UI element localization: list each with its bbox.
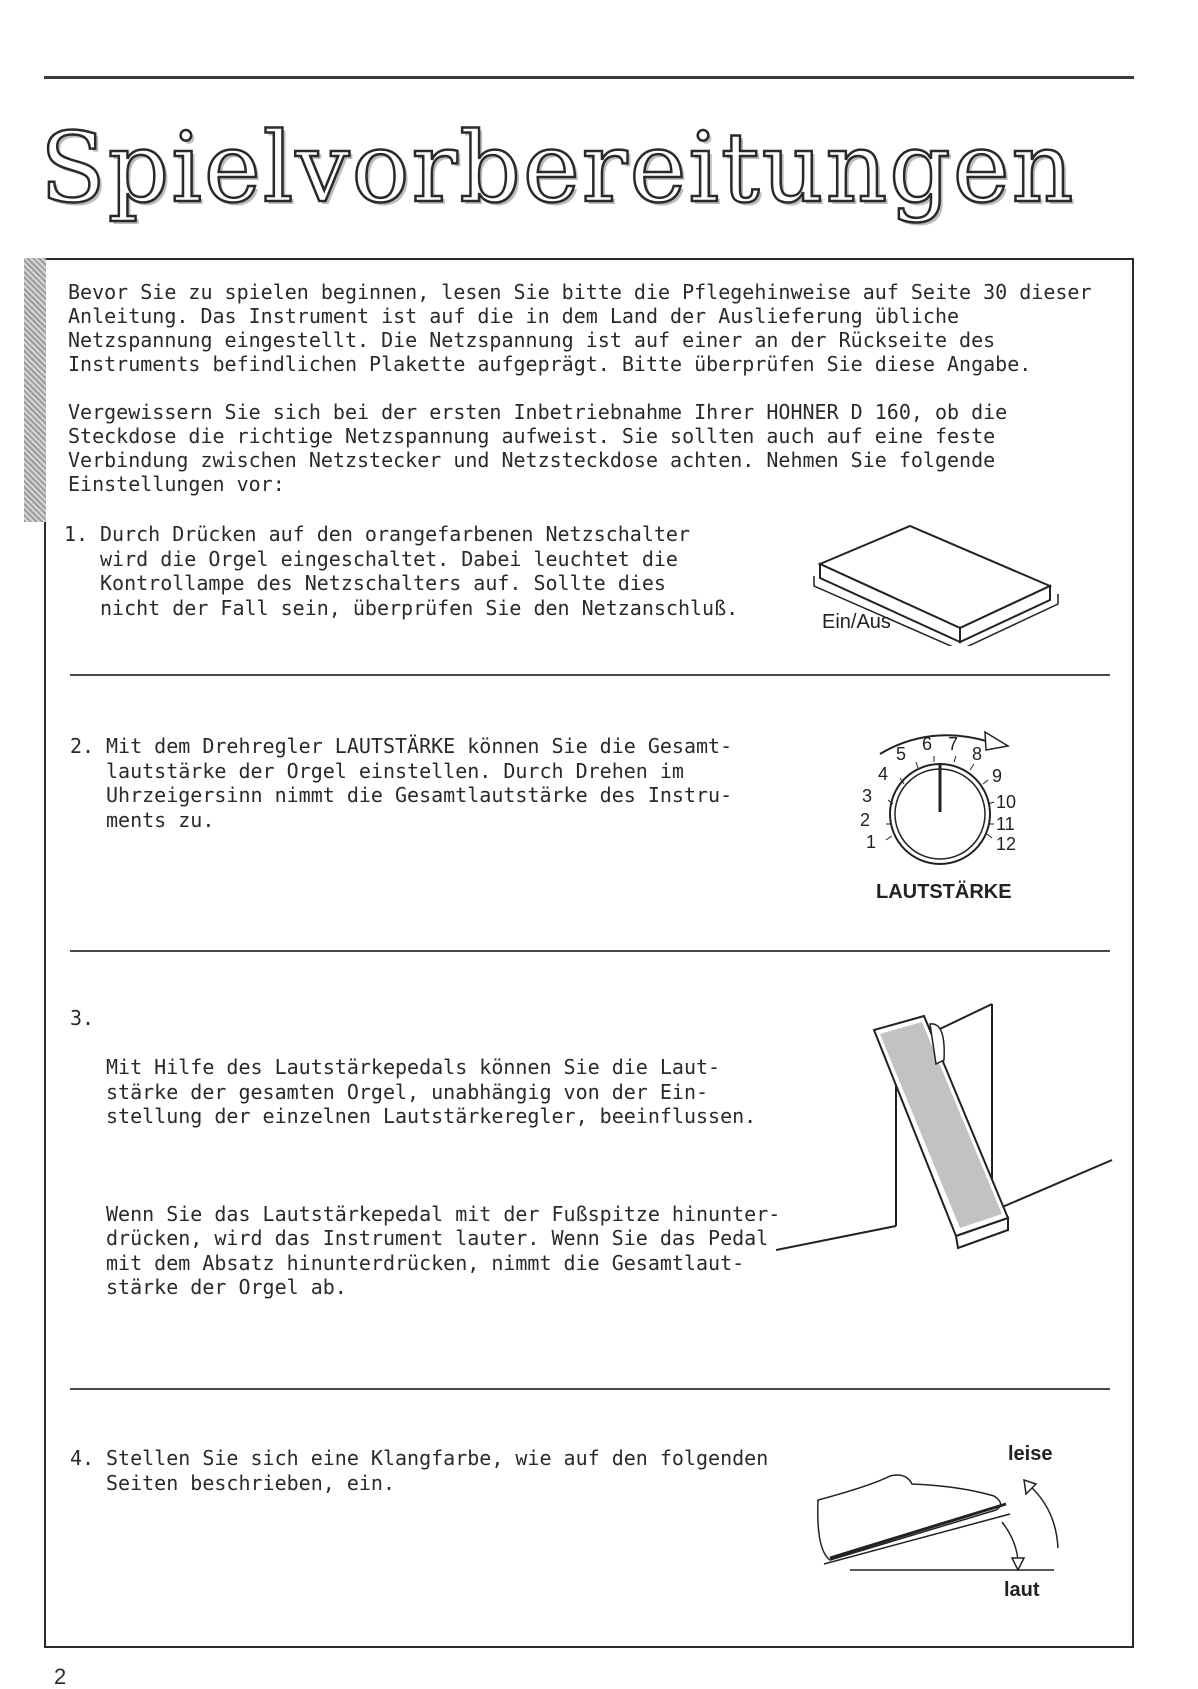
- step-text: Mit Hilfe des Lautstärkepedals können Sie die Laut- stärke der gesamten Orgel, unabhängig von der Ein- stellung der einzelnen Lautstärkeregler, beeinflussen.: [106, 1055, 757, 1128]
- page-number: 2: [54, 1664, 67, 1689]
- intro-paragraph-1: Bevor Sie zu spielen beginnen, lesen Sie bitte die Pflegehinweise auf Seite 30 dieser Anleitung. Das Instrument ist auf die in dem Land der Auslieferung übliche Netzspannung eingestellt. Die Netzspannung ist auf einer an der Rückseite des Instruments befindlichen Plakette aufgeprägt. Bitte überprüfen Sie diese Angabe.: [68, 280, 1092, 376]
- dial-tick-5: 5: [896, 744, 907, 764]
- dial-tick-11: 11: [996, 814, 1015, 834]
- power-switch-illustration: [810, 516, 1070, 646]
- dial-tick-7: 7: [948, 734, 959, 754]
- step-number: 3.: [70, 1006, 95, 1030]
- step-3: [70, 1006, 780, 1373]
- step-text: Mit dem Drehregler LAUTSTÄRKE können Sie die Gesamt- lautstärke der Orgel einstellen. Durch Drehen im Uhrzeigersinn nimmt die Gesamtlautstärke des Instru- ments zu.: [106, 734, 733, 832]
- page-title: Spielvorbereitungen: [40, 112, 1076, 224]
- step-number: 2.: [70, 734, 95, 758]
- loud-label: laut: [1004, 1579, 1040, 1600]
- separator-1: [70, 674, 1110, 676]
- step-text-2: Wenn Sie das Lautstärkepedal mit der Fußspitze hinunter- drücken, wird das Instrument lauter. Wenn Sie das Pedal mit dem Absatz hinunterdrücken, nimmt die Gesamtlaut- stärke der Orgel ab.: [106, 1201, 781, 1299]
- dial-tick-8: 8: [972, 744, 983, 764]
- arrow-up-icon: [1024, 1480, 1036, 1494]
- expression-pedal-illustration: [776, 1000, 1116, 1270]
- dial-tick-2: 2: [860, 810, 871, 830]
- arrow-down-icon: [1012, 1558, 1024, 1570]
- dial-tick-9: 9: [992, 766, 1003, 786]
- soft-label: leise: [1008, 1443, 1053, 1465]
- side-marker: [24, 258, 46, 522]
- separator-2: [70, 950, 1110, 952]
- step-2: [70, 734, 732, 832]
- volume-dial-label: LAUTSTÄRKE: [876, 881, 1012, 903]
- top-rule: [44, 76, 1134, 79]
- dial-tick-4: 4: [878, 764, 889, 784]
- intro: [68, 280, 1108, 520]
- intro-paragraph-2: Vergewissern Sie sich bei der ersten Inbetriebnahme Ihrer HOHNER D 160, ob die Steckdose die richtige Netzspannung aufweist. Sie sollten auch auf eine feste Verbindung zwischen Netzstecker und Netzsteckdose achten. Nehmen Sie folgende Einstellungen vor:: [68, 400, 1008, 496]
- separator-3: [70, 1388, 1110, 1390]
- step-number: 4.: [70, 1446, 95, 1470]
- step-number: 1.: [64, 522, 89, 546]
- power-switch-label: Ein/Aus: [822, 611, 891, 633]
- dial-tick-3: 3: [862, 786, 873, 806]
- dial-tick-1: 1: [866, 832, 877, 852]
- foot-pedal-illustration: [810, 1440, 1090, 1600]
- step-4: [70, 1446, 768, 1495]
- dial-tick-10: 10: [996, 792, 1017, 812]
- arrow-icon: [985, 732, 1008, 750]
- step-text: Stellen Sie sich eine Klangfarbe, wie auf den folgenden Seiten beschrieben, ein.: [106, 1446, 769, 1495]
- dial-tick-12: 12: [996, 834, 1017, 854]
- step-text: Durch Drücken auf den orangefarbenen Netzschalter wird die Orgel eingeschaltet. Dabei leuchtet die Kontrollampe des Netzschalters auf. Sollte dies nicht der Fall sein, überprüfen Sie den Netzanschluß.: [100, 522, 739, 620]
- step-text-block: [106, 1006, 780, 1373]
- volume-dial-illustration: [840, 726, 1040, 906]
- dial-tick-6: 6: [922, 734, 933, 754]
- step-1: [64, 522, 738, 620]
